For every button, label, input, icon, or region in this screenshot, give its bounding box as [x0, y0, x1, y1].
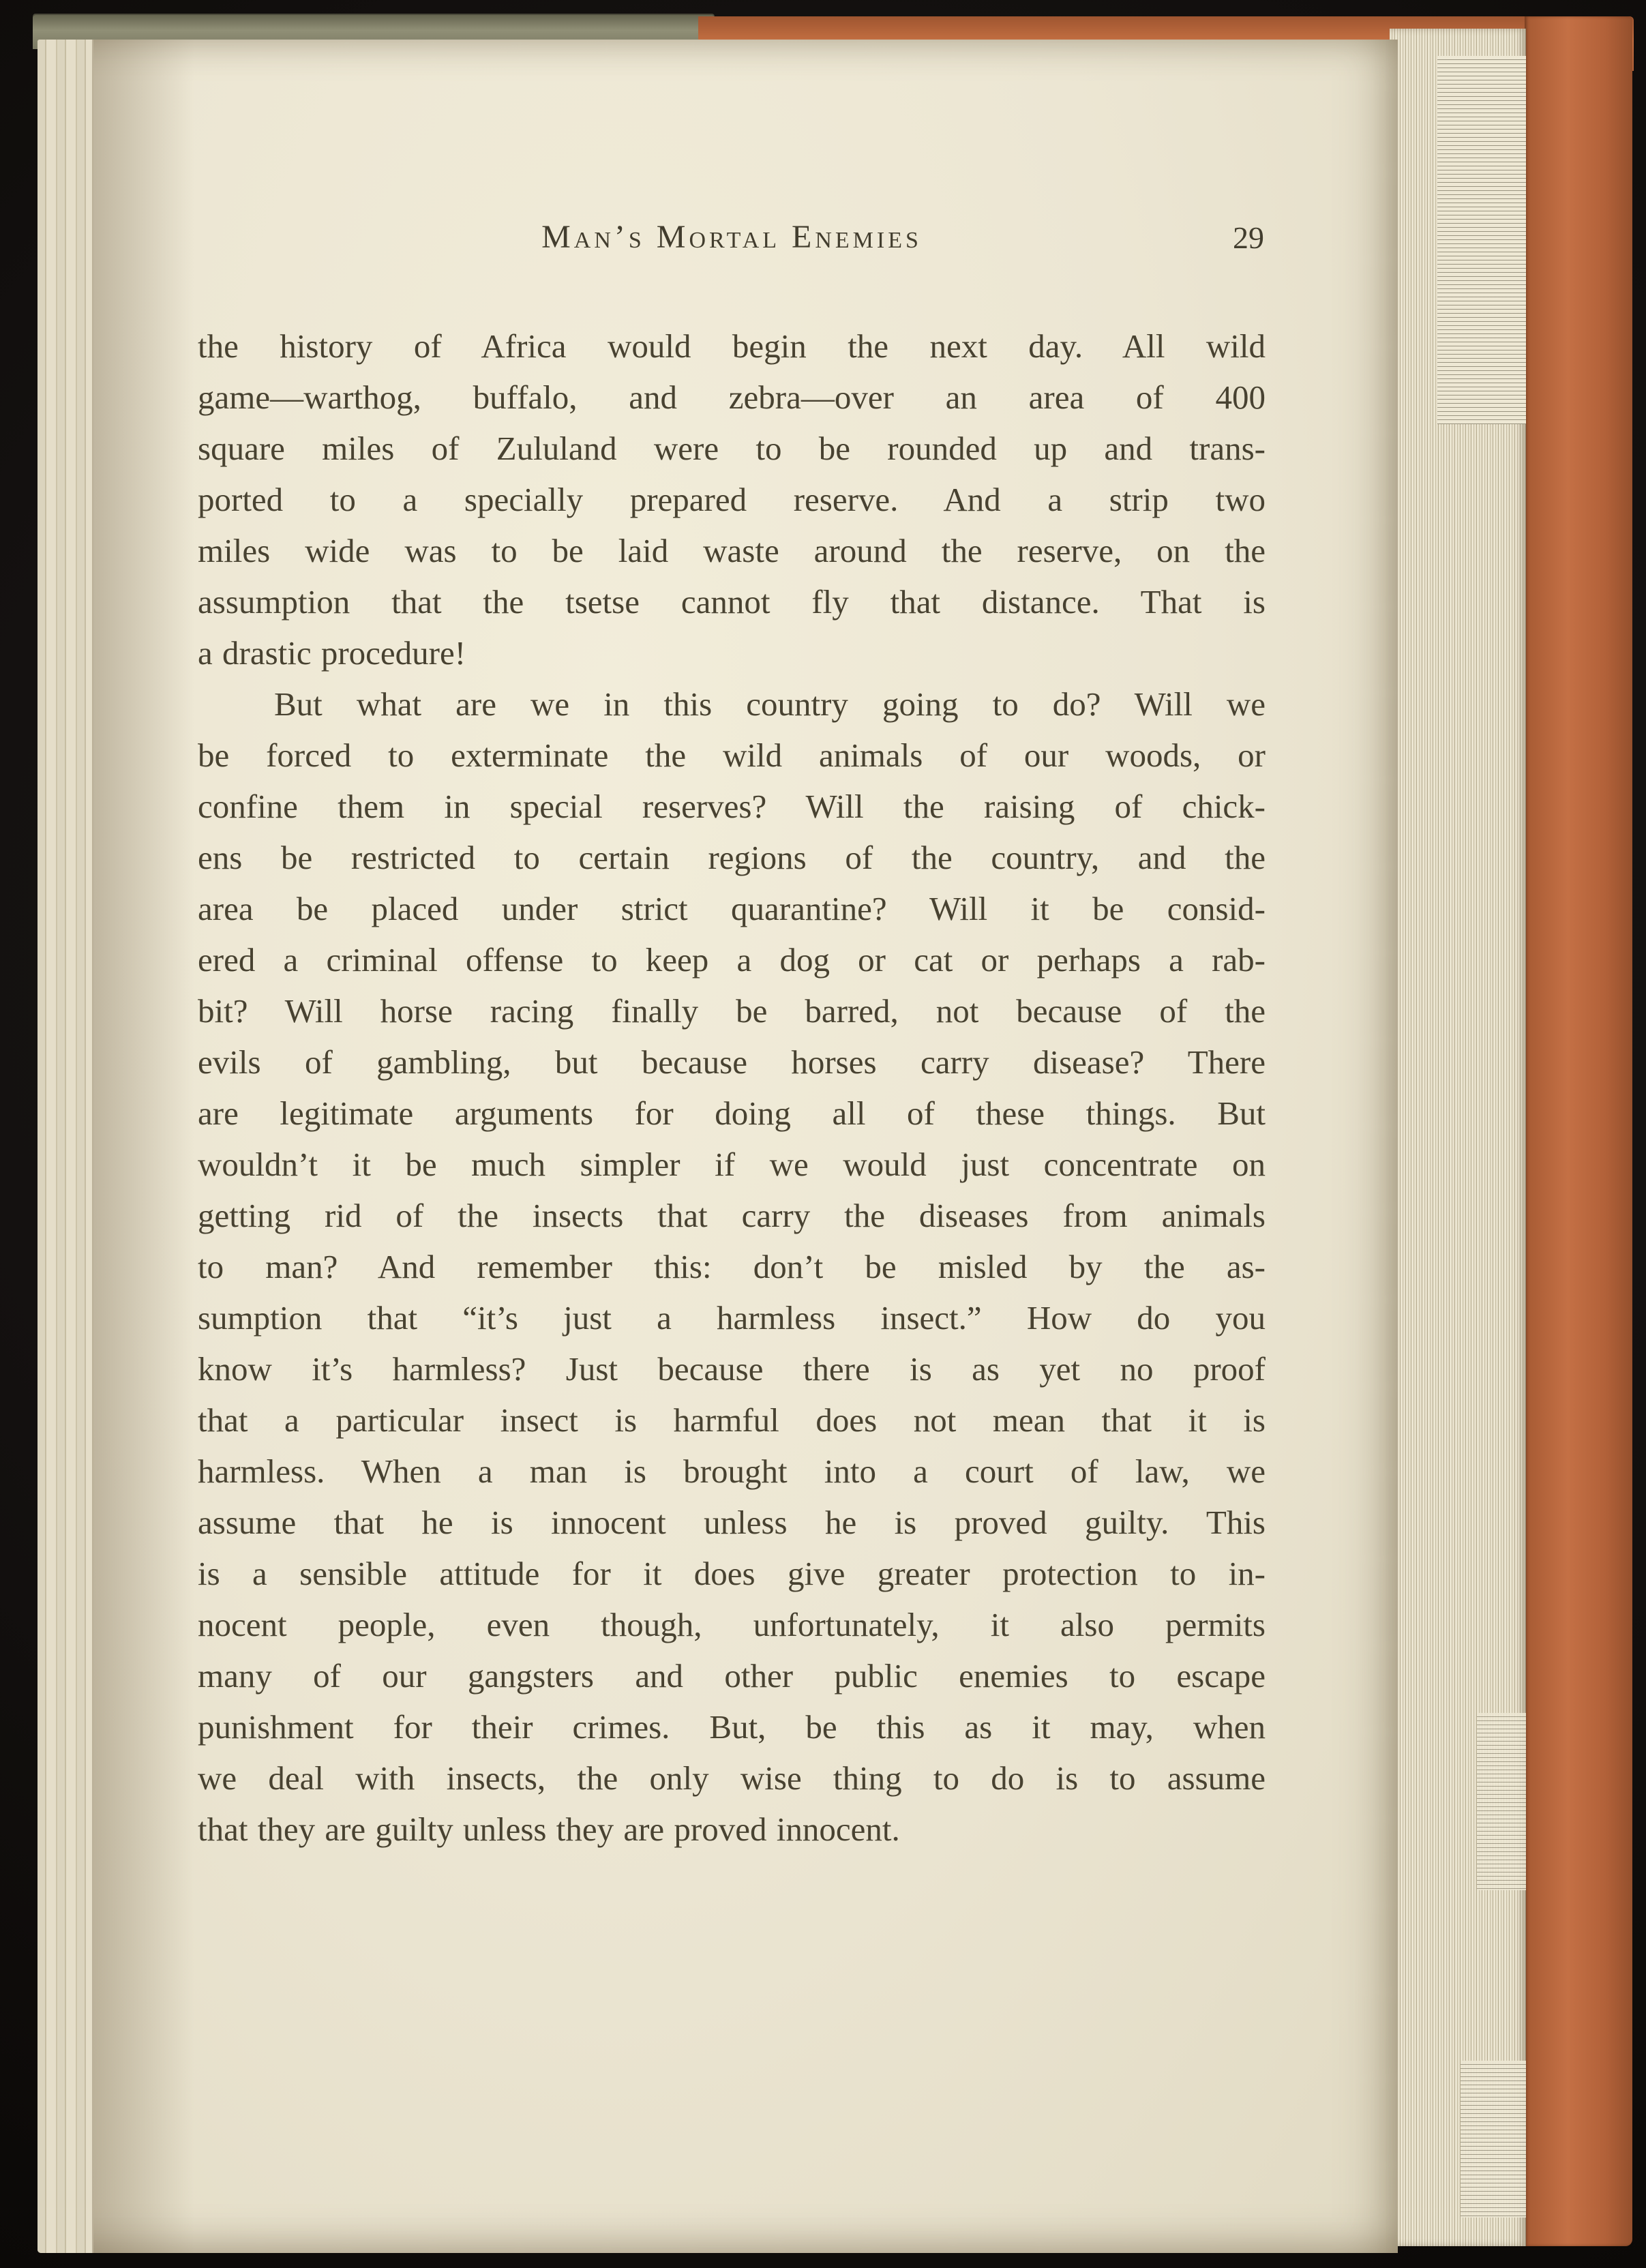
body-line: game—warthog, buffalo, and zebra—over an area of 400: [198, 378, 1266, 416]
body-line: are legitimate arguments for doing all of these things. But: [198, 1094, 1266, 1132]
body-line: assume that he is innocent unless he is proved guilty. This: [198, 1504, 1266, 1541]
body-line: many of our gangsters and other public enemies to escape: [198, 1657, 1266, 1695]
gutter-shadow: [92, 40, 194, 2253]
page-content: [198, 40, 1266, 2253]
body-line: ered a criminal offense to keep a dog or cat or perhaps a rab-: [198, 941, 1266, 979]
body-line: wouldn’t it be much simpler if we would just concentrate on: [198, 1146, 1266, 1183]
body-line: ported to a specially prepared reserve. And a strip two: [198, 481, 1266, 518]
body-line: miles wide was to be laid waste around the reserve, on the: [198, 532, 1266, 569]
body-line: nocent people, even though, unfortunately, it also permits: [198, 1606, 1266, 1643]
body-line: that a particular insect is harmful does not mean that it is: [198, 1401, 1266, 1439]
body-line: bit? Will horse racing finally be barred, not because of the: [198, 992, 1266, 1030]
body-line: be forced to exterminate the wild animals of our woods, or: [198, 736, 1266, 774]
body-line: getting rid of the insects that carry the diseases from animals: [198, 1197, 1266, 1234]
body-line: punishment for their crimes. But, be this as it may, when: [198, 1708, 1266, 1746]
body-line: evils of gambling, but because horses carry disease? There: [198, 1043, 1266, 1081]
page-stack-mid-lines: [1477, 1713, 1526, 1890]
body-line: to man? And remember this: don’t be misled by the as-: [198, 1248, 1266, 1285]
body-line: is a sensible attitude for it does give greater protection to in-: [198, 1555, 1266, 1592]
body-line: square miles of Zululand were to be rounded up and trans-: [198, 430, 1266, 467]
body-line: we deal with insects, the only wise thing to do is to assume: [198, 1759, 1266, 1797]
book-cover-right-edge: [1525, 16, 1632, 2246]
page-stack-tail-lines: [1461, 2061, 1526, 2218]
body-line: area be placed under strict quarantine? Will it be consid-: [198, 890, 1266, 927]
underlying-page-edges: [38, 40, 93, 2253]
page-stack-head-lines: [1437, 56, 1526, 424]
body-line: confine them in special reserves? Will the raising of chick-: [198, 788, 1266, 825]
book-page: [38, 40, 1398, 2253]
running-title: Man’s Mortal Enemies: [541, 219, 922, 255]
body-line: the history of Africa would begin the next day. All wild: [198, 327, 1266, 365]
body-line: assumption that the tsetse cannot fly that distance. That is: [198, 583, 1266, 621]
body-text: [198, 320, 1266, 1855]
body-line: a drastic procedure!: [198, 634, 466, 672]
page-stack-fore-edge: [1390, 29, 1526, 2246]
body-line: that they are guilty unless they are proved innocent.: [198, 1810, 900, 1848]
body-line: harmless. When a man is brought into a court of law, we: [198, 1452, 1266, 1490]
body-line: But what are we in this country going to do? Will we: [274, 685, 1266, 723]
body-line: know it’s harmless? Just because there is as yet no proof: [198, 1350, 1266, 1388]
page-number: 29: [1233, 220, 1264, 255]
body-line: ens be restricted to certain regions of the country, and the: [198, 839, 1266, 876]
body-line: sumption that “it’s just a harmless insect.” How do you: [198, 1299, 1266, 1337]
page-header: [198, 218, 1266, 260]
